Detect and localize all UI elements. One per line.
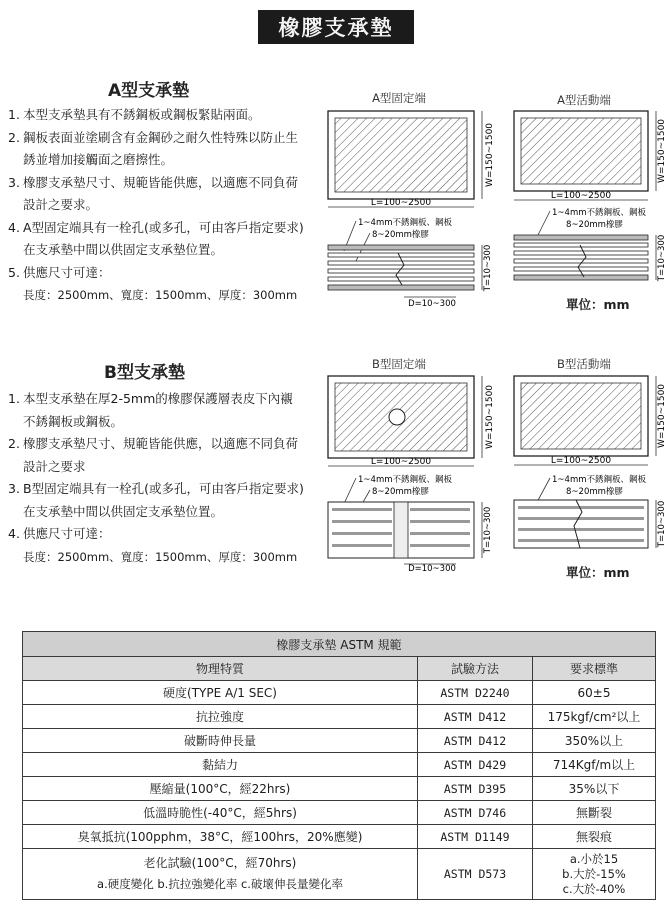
a-fixed-rubber-note: 8~20mm橡膠 — [372, 230, 429, 240]
b-fixed-rubber-note: 8~20mm橡膠 — [372, 487, 429, 497]
a-fixed-steel-note: 1~4mm不銹鋼板、鋼板 — [358, 218, 452, 228]
list-item: 4. 供應尺寸可達： — [8, 526, 111, 541]
list-item: 1. 本型支承墊具有不銹鋼板或鋼板緊貼兩面。 — [8, 107, 261, 122]
b-fixed-thickness: T=10~300 — [483, 506, 493, 554]
table-row: 臭氧抵抗(100pphm，38°C，經100hrs，20%應變) ASTM D1149 無裂痕 — [23, 825, 656, 849]
b-fixed-length: L=100~2500 — [370, 457, 432, 467]
b-sliding-width: W=150~1500 — [657, 383, 667, 449]
b-sliding-rubber-note: 8~20mm橡膠 — [566, 487, 623, 497]
table-row: 壓縮量(100°C，經22hrs) ASTM D395 35%以下 — [23, 777, 656, 801]
page-title: 橡膠支承墊 — [258, 10, 414, 44]
a-sliding-plate — [514, 235, 648, 240]
a-unit-label: 單位：mm — [566, 297, 630, 312]
b-fixed-steel-note: 1~4mm不銹鋼板、鋼板 — [358, 475, 452, 485]
b-unit-label: 單位：mm — [566, 565, 630, 580]
table-header-requirement: 要求標準 — [533, 657, 656, 681]
aging-test-title: 老化試驗(100°C，經70hrs) — [143, 856, 297, 870]
a-type-diagram — [320, 105, 670, 315]
b-type-diagram — [320, 370, 670, 580]
list-item: 2. 鋼板表面並塗刷含有金鋼砂之耐久性特殊以防止生銹並增加接觸面之磨擦性。 — [8, 129, 299, 167]
b-fixed-width: W=150~1500 — [485, 384, 495, 450]
table-row: 硬度(TYPE A/1 SEC) ASTM D2240 60±5 — [23, 681, 656, 705]
section-b-list — [8, 388, 308, 568]
a-fixed-thickness: T=10~300 — [483, 244, 493, 292]
a-fixed-pad-hatch — [335, 118, 467, 192]
list-item: 長度：2500mm、寬度：1500mm、厚度：300mm — [23, 549, 298, 564]
b-sliding-label: B型活動端 — [557, 357, 611, 371]
list-item: 3. B型固定端具有一栓孔(或多孔，可由客戶指定要求)在支承墊中間以供固定支承墊位置。 — [8, 481, 304, 519]
table-row: 破斷時伸長量 ASTM D412 350%以上 — [23, 729, 656, 753]
table-row: 黏結力 ASTM D429 714Kgf/m以上 — [23, 753, 656, 777]
b-sliding-pad-hatch — [521, 383, 641, 449]
a-sliding-steel-note: 1~4mm不銹鋼板、鋼板 — [552, 208, 646, 218]
a-sliding-rubber-note: 8~20mm橡膠 — [566, 220, 623, 230]
b-sliding-thickness: T=10~300 — [657, 500, 667, 548]
aging-req-a: a.小於15 — [569, 851, 619, 866]
a-sliding-label: A型活動端 — [557, 93, 611, 107]
b-fixed-label: B型固定端 — [372, 357, 426, 371]
list-item: 1. 本型支承墊在厚2-5mm的橡膠保護層表皮下內襯不銹鋼板或鋼板。 — [8, 391, 293, 429]
a-fixed-hole: D=10~300 — [408, 299, 456, 309]
table-header-property: 物理特質 — [23, 657, 418, 681]
a-sliding-thickness: T=10~300 — [657, 234, 667, 282]
table-caption: 橡膠支承墊 ASTM 規範 — [23, 632, 656, 657]
a-sliding-pad-hatch — [521, 118, 641, 184]
a-sliding-width: W=150~1500 — [657, 118, 667, 184]
a-sliding-length: L=100~2500 — [550, 191, 612, 201]
table-header-method: 試驗方法 — [418, 657, 533, 681]
list-item: 2. 橡膠支承墊尺寸、規範皆能供應，以適應不同負荷設計之要求 — [8, 436, 299, 474]
astm-spec-table — [22, 631, 656, 900]
table-row: 低溫時脆性(-40°C，經5hrs) ASTM D746 無斷裂 — [23, 801, 656, 825]
aging-test-items: a.硬度變化 b.抗拉強變化率 c.破壞伸長量變化率 — [97, 877, 343, 891]
aging-req-b: b.大於-15% — [562, 866, 626, 881]
section-a-heading: A型支承墊 — [108, 81, 190, 101]
b-fixed-hole: D=10~300 — [408, 564, 456, 574]
b-fixed-bolt-hole — [389, 409, 405, 425]
a-fixed-width: W=150~1500 — [485, 122, 495, 188]
b-fixed-hole-section — [394, 502, 408, 558]
list-item: 3. 橡膠支承墊尺寸、規範皆能供應，以適應不同負荷設計之要求。 — [8, 174, 299, 212]
b-sliding-steel-note: 1~4mm不銹鋼板、鋼板 — [552, 475, 646, 485]
list-item: 5. 供應尺寸可達： — [8, 264, 111, 280]
table-row: 抗拉強度 ASTM D412 175kgf/cm²以上 — [23, 705, 656, 729]
section-a-list — [8, 104, 308, 307]
aging-req-c: c.大於-40% — [562, 881, 626, 896]
a-fixed-plate — [328, 245, 474, 250]
table-row: 老化試驗(100°C，經70hrs) a.硬度變化 b.抗拉強變化率 c.破壞伸長量變化率 ASTM D573 a.小於15 b.大於-15% c.大於-40% — [23, 849, 656, 900]
b-sliding-length: L=100~2500 — [550, 456, 612, 466]
list-item: 長度：2500mm、寬度：1500mm、厚度：300mm — [23, 288, 298, 302]
a-fixed-length: L=100~2500 — [370, 198, 432, 208]
a-fixed-label: A型固定端 — [372, 91, 426, 105]
list-item: 4. A型固定端具有一栓孔(或多孔，可由客戶指定要求)在支承墊中間以供固定支承墊位置。 — [8, 219, 304, 257]
section-b-heading: B型支承墊 — [104, 363, 185, 383]
